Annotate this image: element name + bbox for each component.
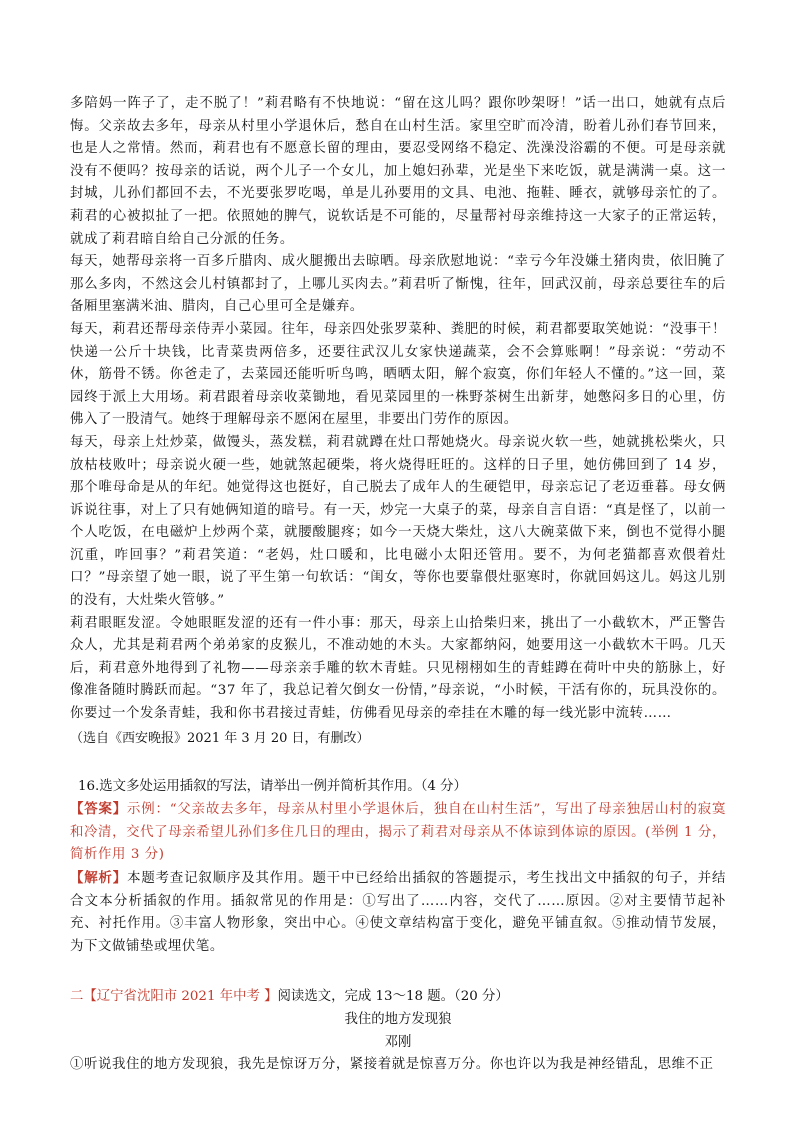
analysis-block	[70, 867, 726, 958]
section-source: 二【辽宁省沈阳市 2021 年中考 】	[70, 989, 278, 1005]
section-instructions: 阅读选文，完成 13～18 题。（20 分）	[277, 989, 509, 1005]
story-paragraph: 多陪妈一阵子了，走不脱了！”莉君略有不快地说：“留在这儿吗？跟你吵架呀！”话一出口，她就有点后悔。父亲故去多年，母亲从村里小学退休后，愁自在山村生活。家里空旷而冷清，盼着儿孙们春节回来，也是人之常情。然而，莉君也有不愿意长留的理由，要忍受网络不稳定、洗澡没浴霸的不便。可是母亲就没有不便吗？按母亲的话说，两个儿子一个女儿，加上媳妇孙辈，光是坐下来吃饭，就是满满一桌。这一封城，儿孙们都回不去，不光要张罗吃喝，单是儿孙要用的文具、电池、拖鞋、睡衣，就够母亲忙的了。莉君的心被拟扯了一把。依照她的脾气，说软话是不可能的，尽量帮衬母亲维持这一大家子的正常运转，就成了莉君暗自给自己分派的任务。	[70, 96, 726, 247]
document-page	[70, 93, 726, 1077]
story-paragraph: 莉君眼眶发涩。令她眼眶发涩的还有一件小事：那天，母亲上山拾柴归来，挑出了一小截软木，严正警告众人，尤其是莉君两个弟弟家的皮猴儿，不准动她的木头。大家都纳闷，她要用这一小截软木干吗。几天后，莉君意外地得到了礼物——母亲亲手雕的软木青蛙。只见栩栩如生的青蛙蹲在荷叶中央的筋脉上，好像准备随时腾跃而起。“37 年了，我总记着欠倒女一份情，”母亲说，“小时候，干活有你的，玩具没你的。你要过一个发条青蛙，我和你书君接过青蛙，仿佛看见母亲的牵挂在木雕的每一线光影中流转……	[70, 615, 726, 722]
answer-tag: 【答案】	[70, 801, 127, 818]
source-citation: （选自《西安晚报》2021 年 3 月 20 日，有删改）	[70, 730, 370, 746]
story-paragraph: 每天，她帮母亲将一百多斤腊肉、成火腿搬出去晾晒。母亲欣慰地说：“幸亏今年没嫌土猪肉贵，依旧腌了那么多肉，不然这会儿村镇都封了，上哪儿买肉去。”莉君听了惭愧，往年，回武汉前，母亲总要往车的后备厢里塞满米油、腊肉，自己心里可全是嫌弃。	[70, 254, 726, 315]
story-paragraph: 每天，莉君还帮母亲侍弄小菜园。往年，母亲四处张罗菜种、粪肥的时候，莉君都要取笑她说：“没事干！快递一公斤十块钱，比青菜贵两倍多，还要往武汉儿女家快递蔬菜，会不会算账啊！”母亲说：“劳动不休，筋骨不锈。你爸走了，去菜园还能听听鸟鸣，晒晒太阳，解个寂寞，你们年轻人不懂的。”这一回，菜园终于派上大用场。莉君跟着母亲收菜锄地，看见菜园里的一株野茶树生出新芽，她憋闷多日的心里，仿佛入了一股清气。她终于理解母亲不愿闲在屋里，非要出门劳作的原因。	[70, 321, 726, 428]
analysis-text: 本题考查记叙顺序及其作用。题干中已经给出插叙的答题提示，考生找出文中插叙的句子，并结合文本分析插叙的作用。插叙常见的作用是：①写出了……内容，交代了……原因。②对主要情节起补充、衬托作用。③丰富人物形象，突出中心。④使文章结构富于变化，避免平铺直叙。⑤推动情节发展，为下文做铺垫或埋伏笔。	[70, 871, 726, 954]
answer-text: 示例：“父亲故去多年，母亲从村里小学退休后，独自在山村生活”，写出了母亲独居山村的寂寞和冷清，交代了母亲希望儿孙们多住几日的理由，揭示了莉君对母亲从不体谅到体谅的原因。(举例 1 分，简析作用 3 分)	[70, 802, 726, 863]
article-paragraph: ①听说我住的地方发现狼，我先是惊讶万分，紧接着就是惊喜万分。你也许以为我是神经错乱，思维不正	[70, 1057, 714, 1073]
section-heading	[70, 986, 726, 1009]
article-author: 邓刚	[384, 1034, 412, 1050]
answer-block	[70, 798, 726, 867]
story-paragraph: 每天，母亲上灶炒菜，做馒头，蒸发糕，莉君就蹲在灶口帮她烧火。母亲说火软一些，她就挑松柴火，只放枯枝败叶；母亲说火硬一些，她就煞起硬柴，将火烧得旺旺的。这样的日子里，她仿佛回到了 14 岁，那个唯母命是从的年纪。她觉得这也挺好，自己脱去了成年人的生硬铠甲，母亲忘记了老迈垂暮。母女俩诉说往事，对上了只有她俩知道的暗号。有一天，炒完一大桌子的菜，母亲自言自语：“真是怪了，以前一个人吃饭，在电磁炉上炒两个菜，就腰酸腿疼；如今一天烧大柴灶，这八大碗菜做下来，倒也不觉得小腿沉重，咋回事？”莉君笑道：“老妈，灶口暖和，比电磁小太阳还管用。要不，为何老猫都喜欢偎着灶口？”母亲望了她一眼，说了平生第一句软话：“闺女，等你也要靠偎灶驱寒时，你就回妈这儿。妈这儿别的没有，大灶柴火管够。”	[70, 434, 726, 609]
question-16: 16.选文多处运用插叙的写法，请举出一例并简析其作用。（4 分）	[78, 778, 467, 794]
analysis-tag: 【解析】	[70, 870, 128, 886]
article-title: 我住的地方发现狼	[344, 1011, 452, 1027]
